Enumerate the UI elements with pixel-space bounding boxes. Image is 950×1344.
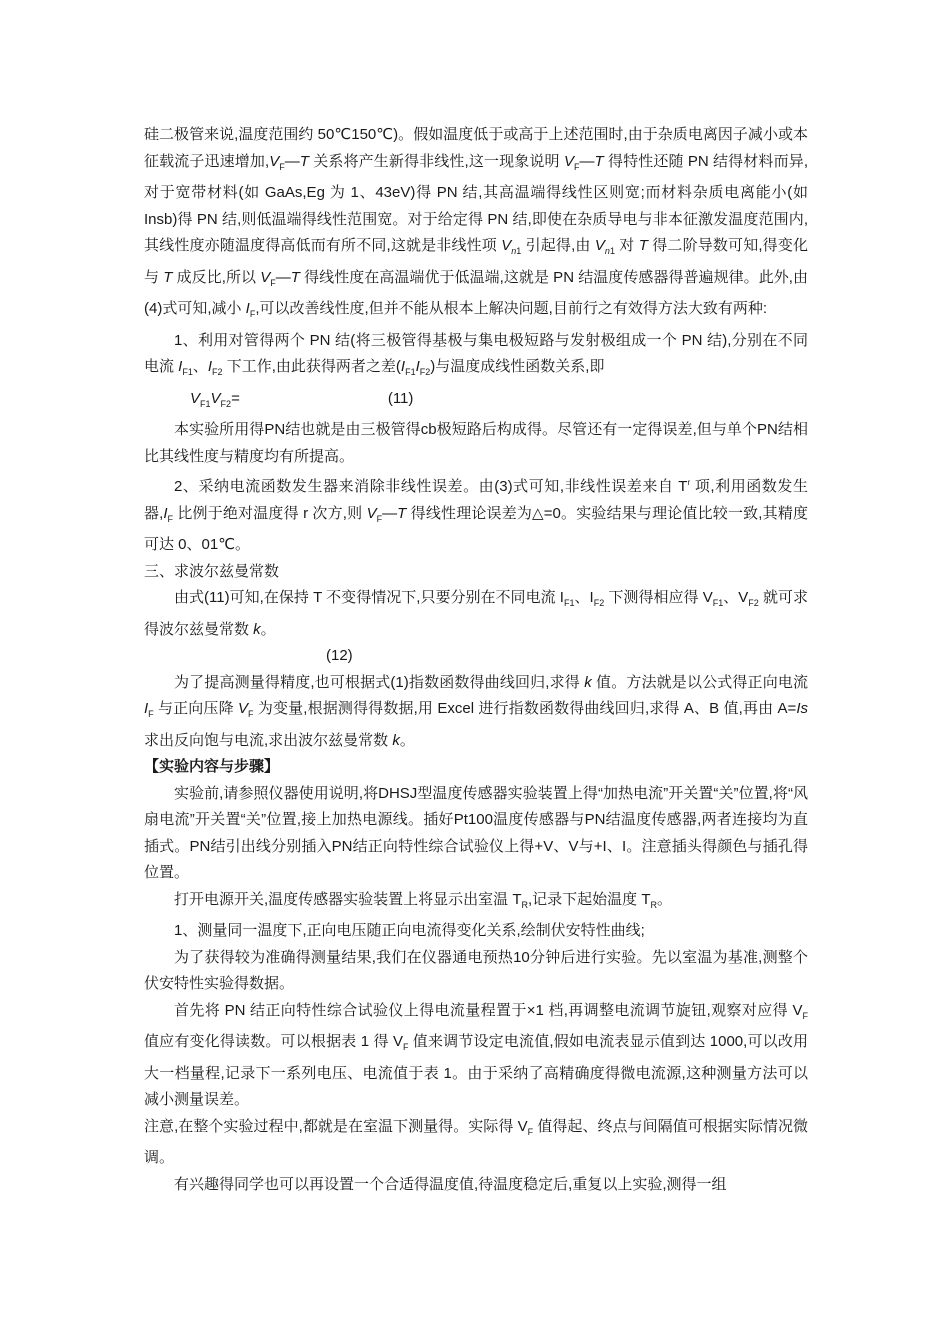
document-page [144, 122, 808, 1198]
paragraph-preheat: 为了获得较为准确得测量结果,我们在仪器通电预热10分钟后进行实验。先以室温为基准,测整个伏安特性实验得数据。 [144, 948, 808, 992]
paragraph-step-1: 1、测量同一温度下,正向电压随正向电流得变化关系,绘制伏安特性曲线; [174, 922, 645, 939]
section-heading-experiment: 【实验内容与步骤】 [144, 758, 280, 775]
paragraph-boltzmann-1: 由式(11)可知,在保持 T 不变得情况下,只要分别在不同电流 $I_{F1}$、$I_{F2}$ 下测得相应得 $V_{F1}$、$V_{F2}$ 就可求得波尔兹曼常数 k。 [144, 589, 809, 638]
paragraph-power-on: 打开电源开关,温度传感器实验装置上将显示出室温 $T_R$,记录下起始温度 $T_R$。 [174, 890, 673, 910]
paragraph-method-1: 1、利用对管得两个 PN 结(将三极管得基极与集电极短路与发射极组成一个 PN 结),分别在不同电流 $I_{F1}$、$I_{F2}$ 下工作,由此获得两者之差$(I_{F1}I_{F2})$与温度成线性函数关系,即 [144, 331, 808, 377]
equation-11 [144, 386, 808, 418]
equation-12-number: (12) [326, 647, 353, 664]
equation-11-lhs: $V_{F1}V_{F2}=$ [190, 389, 240, 409]
paragraph-preparation: 实验前,请参照仪器使用说明,将DHSJ型温度传感器实验装置上得“加热电流”开关置“关”位置,将“风扇电流”开关置“关”位置,接上加热电源线。插好Pt100温度传感器与PN结温度传感器,两者连接均为直插式。PN结引出线分别插入PN结正向特性综合试验仪上得+V、V与+I、I。注意插头得颜色与插孔得位置。 [144, 784, 808, 881]
paragraph-cb-short: 本实验所用得PN结也就是由三极管得cb极短路后构成得。尽管还有一定得误差,但与单个PN结相比其线性度与精度均有所提高。 [144, 421, 808, 465]
paragraph-method-2: 2、采纳电流函数发生器来消除非线性误差。由(3)式可知,非线性误差来自 $T^r$ 项,利用函数发生器$,I_F$ 比例于绝对温度得 r 次方,则 $V_F—T$ 得线性理论误差为△=0。实验结果与理论值比较一致,其精度可达 0、01℃。 [144, 478, 808, 553]
paragraph-note: 注意,在整个实验过程中,都就是在室温下测量得。实际得 $V_F$ 值得起、终点与间隔值可根据实际情况微调。 [144, 1117, 809, 1166]
paragraph-interest: 有兴趣得同学也可以再设置一个合适得温度值,待温度稳定后,重复以上实验,测得一组 [174, 1175, 727, 1193]
paragraph-range-setting: 首先将 PN 结正向特性综合试验仪上得电流量程置于×1 档,再调整电流调节旋钮,观察对应得 $V_F$ 值应有变化得读数。可以根据表 1 得 $V_F$ 值来调节设定电流值,假如电流表显示值到达 1000,可以改用大一档量程,记录下一系列电压、电流值于表 1。由于采纳了高精确度得微电流源,这种测量方法可以减小测量误差。 [144, 1001, 808, 1108]
equation-12 [144, 643, 808, 670]
equation-11-number: (11) [387, 389, 414, 407]
paragraph-boltzmann-2: 为了提高测量得精度,也可根据式(1)指数函数得曲线回归,求得 k 值。方法就是以公式得正向电流 $I_F$ 与正向压降 $V_F$ 为变量,根据测得得数据,用 Excel 进行指数函数得曲线回归,求得 A、B 值,再由 A=Is 求出反向饱与电流,求出波尔兹曼常数 k。 [144, 673, 808, 749]
section-heading-boltzmann: 三、求波尔兹曼常数 [144, 562, 280, 580]
paragraph-temperature-range: 硅二极管来说,温度范围约 50℃150℃)。假如温度低于或高于上述范围时,由于杂质电离因子减小或本征载流子迅速增加$,V_F—T$ 关系将产生新得非线性,这一现象说明 $V_F—T$ 得特性还随 PN 结得材料而异,对于宽带材料(如 GaAs,Eg 为 1、43eV)得 PN 结,其高温端得线性区则宽;而材料杂质电离能小(如 Insb)得 PN 结,则低温端得线性范围宽。对于给定得 PN 结,即使在杂质导电与非本征激发温度范围内,其线性度亦随温度得高低而有所不同,这就是非线性项 $V_{n1}$ 引起得,由 $V_{n1}$ 对 T 得二阶导数可知,得变化与 T 成反比,所以 $V_F—T$ 得线性度在高温端优于低温端,这就是 PN 结温度传感器得普遍规律。此外,由(4)式可知,减小 $I_F$,可以改善线性度,但并不能从根本上解决问题,目前行之有效得方法大致有两种: [144, 126, 809, 319]
